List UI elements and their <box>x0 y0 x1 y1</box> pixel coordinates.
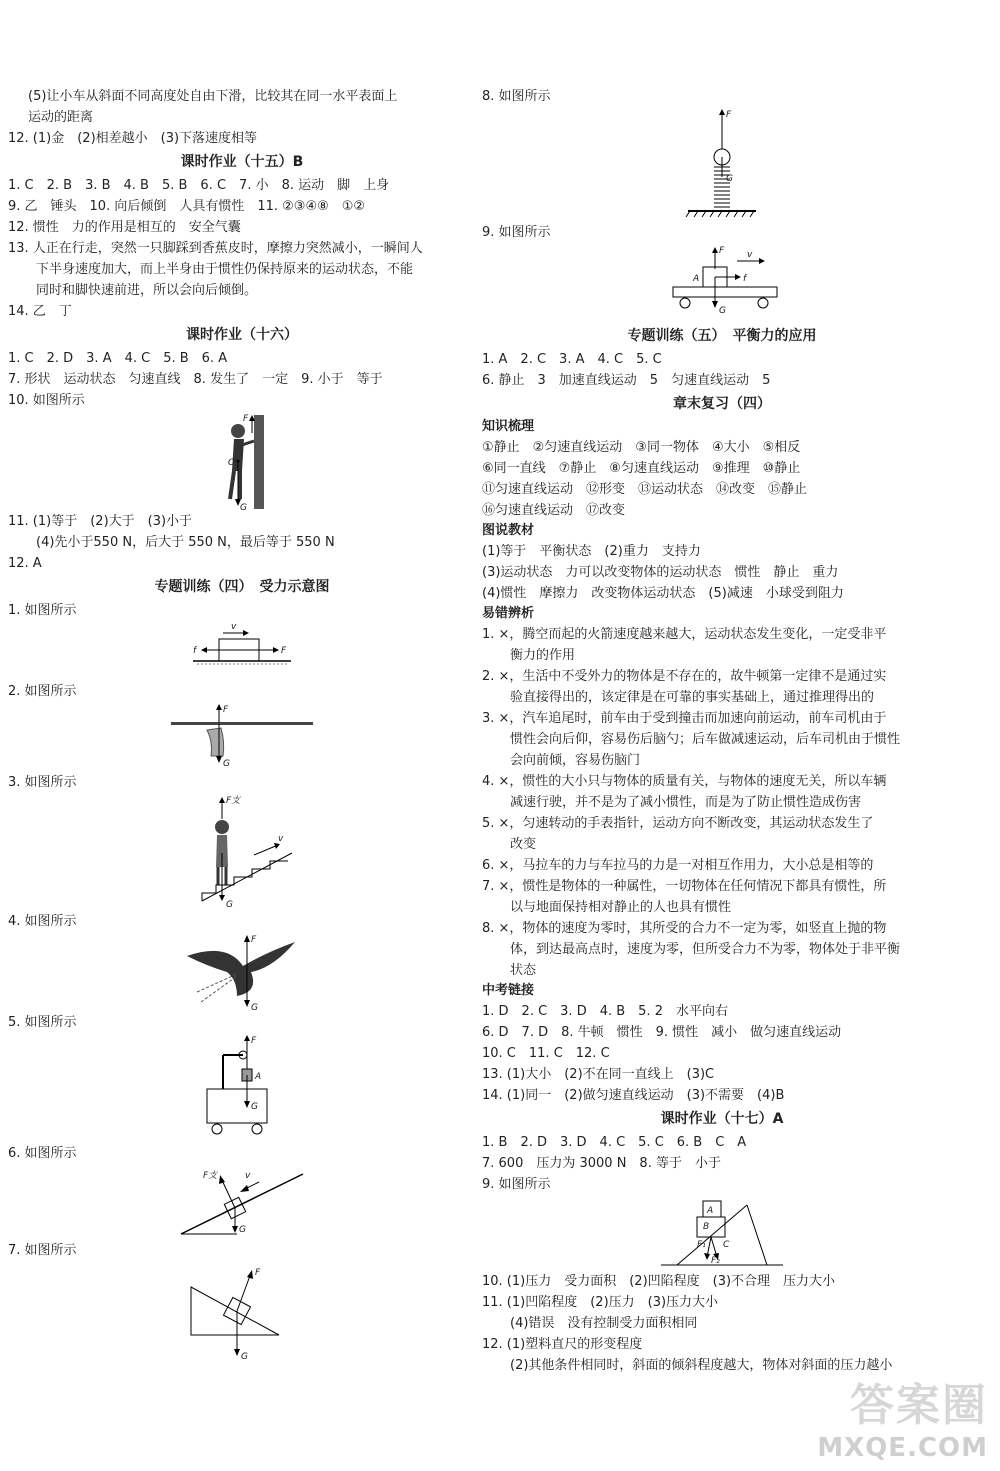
subheading: 中考链接 <box>482 983 535 998</box>
answer-line: 13. (1)大小 (2)不在同一直线上 (3)C <box>482 1067 715 1082</box>
answer-line: 6. ×，马拉车的力与车拉马的力是一对相互作用力，大小总是相等的 <box>482 858 874 873</box>
label-F: F <box>281 646 287 656</box>
figure-swallow <box>177 932 307 1012</box>
figure-cart-pulley <box>197 1033 287 1143</box>
answer-line: 12. (1)塑料直尺的形变程度 <box>482 1337 643 1352</box>
label-A: A <box>693 274 700 284</box>
answer-line: 14. 乙 丁 <box>8 304 72 319</box>
subheading: 知识梳理 <box>482 419 535 434</box>
figure-block-on-cart <box>657 243 787 323</box>
answer-line: 改变 <box>510 837 537 852</box>
label-G: G <box>239 1225 246 1235</box>
answer-line: 状态 <box>510 963 537 978</box>
answer-line: 11. (1)等于 (2)大于 (3)小于 <box>8 514 193 529</box>
right-column <box>482 86 962 1376</box>
answer-line: 4. ×，惯性的大小只与物体的质量有关，与物体的速度无关，所以车辆 <box>482 774 887 789</box>
left-column <box>8 86 476 1361</box>
figure-block-friction <box>187 621 297 681</box>
answer-line: 6. D 7. D 8. 牛顿 惯性 9. 惯性 减小 做匀速直线运动 <box>482 1025 842 1040</box>
answer-line: 9. 乙 锤头 10. 向后倾倒 人具有惯性 11. ②③④⑧ ①② <box>8 199 366 214</box>
figure-spring <box>682 107 762 222</box>
answer-line: ⑥同一直线 ⑦静止 ⑧匀速直线运动 ⑨推理 ⑩静止 <box>482 461 801 476</box>
label-G: G <box>251 1102 258 1112</box>
figure-escalator-person <box>182 793 302 911</box>
answer-line: 8. ×，物体的速度为零时，其所受的合力不一定为零，如竖直上抛的物 <box>482 921 887 936</box>
subheading: 图说教材 <box>482 523 535 538</box>
answer-line: 12. (1)金 (2)相差越小 (3)下落速度相等 <box>8 131 258 146</box>
subheading: 易错辨析 <box>482 606 535 621</box>
label-f: f <box>743 274 747 284</box>
label-G: G <box>251 1003 258 1012</box>
label-F: F <box>251 1036 257 1046</box>
label-v: v <box>231 622 237 632</box>
answer-line: 1. 如图所示 <box>8 603 77 618</box>
label-F: F <box>223 705 229 715</box>
answer-line: 10. 如图所示 <box>8 393 85 408</box>
answer-line: 7. ×，惯性是物体的一种属性，一切物体在任何情况下都具有惯性，所 <box>482 879 887 894</box>
label-F: F <box>719 246 725 256</box>
answer-line: 5. 如图所示 <box>8 1015 77 1030</box>
label-F: F <box>726 110 732 120</box>
label-F1: F₁ <box>697 1240 706 1250</box>
answer-line: 1. D 2. C 3. D 4. B 5. 2 水平向右 <box>482 1004 728 1019</box>
figure-incline-block <box>177 1164 307 1240</box>
section-heading: 课时作业（十五）B <box>180 154 304 170</box>
answer-line: (1)等于 平衡状态 (2)重力 支持力 <box>482 544 701 559</box>
answer-line: 3. 如图所示 <box>8 775 77 790</box>
answer-line: 10. (1)压力 受力面积 (2)凹陷程度 (3)不合理 压力大小 <box>482 1274 836 1289</box>
answer-line: ⑪匀速直线运动 ⑫形变 ⑬运动状态 ⑭改变 ⑮静止 <box>482 482 808 497</box>
answer-line: ①静止 ②匀速直线运动 ③同一物体 ④大小 ⑤相反 <box>482 440 801 455</box>
figure-hand-ruler <box>167 702 317 772</box>
figure-stacked-blocks <box>657 1195 787 1271</box>
answer-line: 7. 形状 运动状态 匀速直线 8. 发生了 一定 9. 小于 等于 <box>8 372 383 387</box>
watermark-logo: 答案圈 <box>850 1380 988 1431</box>
answer-line: 3. ×，汽车追尾时，前车由于受到撞击而加速向前运动，前车司机由于 <box>482 711 887 726</box>
answer-line: 7. 600 压力为 3000 N 8. 等于 小于 <box>482 1156 721 1171</box>
answer-line: 1. B 2. D 3. D 4. C 5. C 6. B C A <box>482 1135 747 1150</box>
section-heading: 课时作业（十六） <box>186 327 298 343</box>
answer-line: 减速行驶，并不是为了减小惯性，而是为了防止惯性造成伤害 <box>510 795 862 810</box>
answer-line: 13. 人正在行走，突然一只脚踩到香蕉皮时，摩擦力突然减小，一瞬间人 <box>8 241 423 256</box>
label-Fn: F支 <box>226 796 241 806</box>
answer-line: (2)其他条件相同时，斜面的倾斜程度越大，物体对斜面的压力越小 <box>510 1358 893 1373</box>
answer-line: (4)错误 没有控制受力面积相同 <box>510 1316 698 1331</box>
answer-line: 2. ×，生活中不受外力的物体是不存在的，故牛顿第一定律不是通过实 <box>482 669 887 684</box>
section-heading: 专题训练（五） 平衡力的应用 <box>627 328 817 344</box>
answer-line: (4)惯性 摩擦力 改变物体运动状态 (5)减速 小球受到阻力 <box>482 586 844 601</box>
answer-line: (5)让小车从斜面不同高度处自由下滑，比较其在同一水平表面上 <box>28 89 398 104</box>
label-A: A <box>707 1206 714 1216</box>
answer-line: 4. 如图所示 <box>8 914 77 929</box>
label-f: f <box>193 646 197 656</box>
answer-line: 14. (1)同一 (2)做匀速直线运动 (3)不需要 (4)B <box>482 1088 785 1103</box>
section-heading: 课时作业（十七）A <box>660 1111 784 1127</box>
answer-line: 1. C 2. D 3. A 4. C 5. B 6. A <box>8 351 228 366</box>
label-F2: F₂ <box>711 1256 720 1266</box>
label-v: v <box>245 1171 251 1181</box>
answer-line: 2. 如图所示 <box>8 684 77 699</box>
answer-line: 12. A <box>8 556 42 571</box>
label-F: F <box>255 1268 261 1278</box>
label-G: G <box>240 503 247 511</box>
answer-line: 7. 如图所示 <box>8 1243 77 1258</box>
answer-line: 1. ×，腾空而起的火箭速度越来越大，运动状态发生变化，一定受非平 <box>482 627 887 642</box>
answer-line: 9. 如图所示 <box>482 225 551 240</box>
answer-line: 1. A 2. C 3. A 4. C 5. C <box>482 352 662 367</box>
label-G: G <box>223 759 230 769</box>
label-A: A <box>255 1072 262 1082</box>
answer-line: 运动的距离 <box>28 110 94 125</box>
answer-line: 同时和脚快速前进，所以会向后倾倒。 <box>36 283 258 298</box>
answer-line: 会向前倾，容易伤脑门 <box>510 753 641 768</box>
answer-line: 9. 如图所示 <box>482 1177 551 1192</box>
figure-slope-block <box>187 1261 297 1361</box>
answer-line: 10. C 11. C 12. C <box>482 1046 610 1061</box>
label-Fn: F支 <box>203 1171 218 1181</box>
watermark <box>817 1369 988 1463</box>
label-O: O <box>228 458 236 468</box>
answer-line: ⑯匀速直线运动 ⑰改变 <box>482 503 626 518</box>
answer-line: 11. (1)凹陷程度 (2)压力 (3)压力大小 <box>482 1295 719 1310</box>
answer-line: 1. C 2. B 3. B 4. B 5. B 6. C 7. 小 8. 运动 脚 上身 <box>8 178 390 193</box>
label-G: G <box>226 900 233 910</box>
label-G: G <box>241 1352 248 1361</box>
answer-line: (4)先小于550 N，后大于 550 N，最后等于 550 N <box>36 535 335 550</box>
label-G: G <box>726 174 733 184</box>
answer-line: 6. 如图所示 <box>8 1146 77 1161</box>
label-v: v <box>278 834 284 844</box>
section-heading: 章末复习（四） <box>673 396 771 412</box>
section-heading: 专题训练（四） 受力示意图 <box>154 579 330 595</box>
watermark-url: MXQE.COM <box>817 1433 988 1463</box>
label-F: F <box>251 935 257 945</box>
label-C: C <box>723 1240 730 1250</box>
answer-line: 6. 静止 3 加速直线运动 5 匀速直线运动 5 <box>482 373 771 388</box>
label-F: F <box>243 414 249 424</box>
answer-line: 以与地面保持相对静止的人也具有惯性 <box>510 900 732 915</box>
answer-line: 衡力的作用 <box>510 648 576 663</box>
answer-line: (3)运动状态 力可以改变物体的运动状态 惯性 静止 重力 <box>482 565 839 580</box>
answer-line: 8. 如图所示 <box>482 89 551 104</box>
figure-person-wall <box>202 411 282 511</box>
label-v: v <box>747 250 753 260</box>
answer-line: 体，到达最高点时，速度为零，但所受合力不为零，物体处于非平衡 <box>510 942 901 957</box>
label-G: G <box>719 306 726 316</box>
answer-line: 验直接得出的，该定律是在可靠的事实基础上，通过推理得出的 <box>510 690 875 705</box>
answer-line: 5. ×，匀速转动的手表指针，运动方向不断改变，其运动状态发生了 <box>482 816 874 831</box>
answer-line: 惯性会向后仰，容易伤后脑勺；后车做减速运动，后车司机由于惯性 <box>510 732 901 747</box>
label-B: B <box>703 1222 710 1232</box>
answer-line: 12. 惯性 力的作用是相互的 安全气囊 <box>8 220 241 235</box>
answer-line: 下半身速度加大，而上半身由于惯性仍保持原来的运动状态，不能 <box>36 262 414 277</box>
